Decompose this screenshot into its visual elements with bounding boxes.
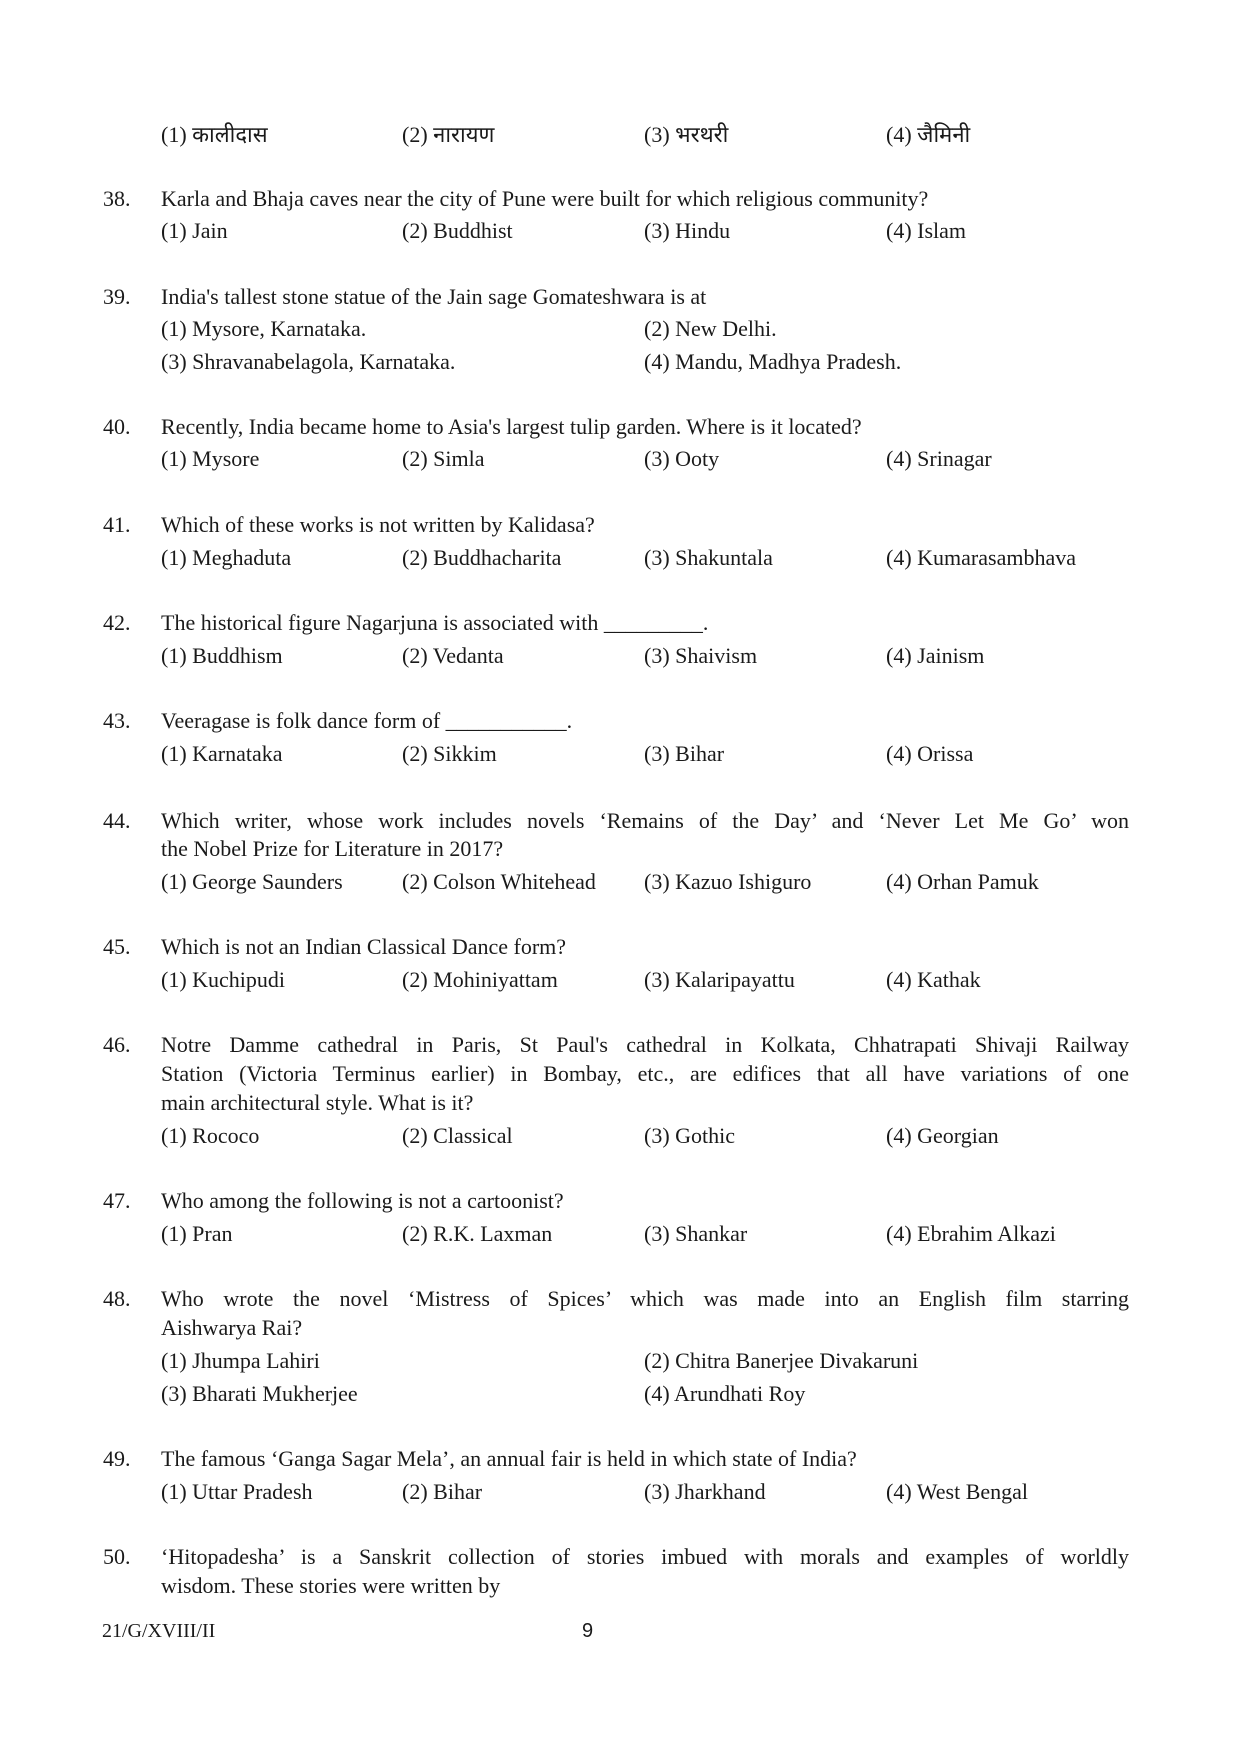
question-text: Karla and Bhaja caves near the city of Pune were built for which religious community? xyxy=(161,186,929,211)
question-number: 40. xyxy=(103,414,131,439)
option-3: (3) Kazuo Ishiguro xyxy=(644,869,812,894)
question-46 xyxy=(0,1030,1241,1060)
question-number: 44. xyxy=(103,808,131,833)
question-43 xyxy=(0,706,1241,736)
question-39-options-a xyxy=(0,314,1241,344)
option-4: (4) Georgian xyxy=(886,1123,999,1148)
option-4: (4) Mandu, Madhya Pradesh. xyxy=(644,349,902,374)
question-text-line-1: ‘Hitopadesha’ is a Sanskrit collection of stories imbued with morals and examples of worldly xyxy=(161,1544,1129,1569)
question-41 xyxy=(0,510,1241,540)
option-4: (4) Jainism xyxy=(886,643,985,668)
question-40 xyxy=(0,412,1241,442)
question-46-line-3 xyxy=(0,1088,1241,1118)
option-1: (1) Kuchipudi xyxy=(161,967,286,992)
option-1: (1) Jhumpa Lahiri xyxy=(161,1348,320,1373)
question-text: Who among the following is not a cartoonist? xyxy=(161,1188,564,1213)
q37-option-3: (3) भरथरी xyxy=(644,122,729,147)
option-2: (2) Colson Whitehead xyxy=(402,869,596,894)
question-46-line-2 xyxy=(0,1059,1241,1089)
option-4: (4) Kathak xyxy=(886,967,981,992)
question-48-options-b xyxy=(0,1379,1241,1409)
option-4: (4) Orhan Pamuk xyxy=(886,869,1039,894)
question-text: Which is not an Indian Classical Dance form? xyxy=(161,934,567,959)
question-number: 38. xyxy=(103,186,131,211)
option-3: (3) Shankar xyxy=(644,1221,748,1246)
option-4: (4) Arundhati Roy xyxy=(644,1381,806,1406)
option-2: (2) New Delhi. xyxy=(644,316,777,341)
question-number: 42. xyxy=(103,610,131,635)
question-number: 41. xyxy=(103,512,131,537)
option-2: (2) Mohiniyattam xyxy=(402,967,558,992)
question-48 xyxy=(0,1284,1241,1314)
question-text-line-3: main architectural style. What is it? xyxy=(161,1090,474,1115)
question-text: India's tallest stone statue of the Jain sage Gomateshwara is at xyxy=(161,284,707,309)
question-text-line-2: the Nobel Prize for Literature in 2017? xyxy=(161,836,504,861)
option-1: (1) Karnataka xyxy=(161,741,283,766)
question-50 xyxy=(0,1542,1241,1572)
option-2: (2) Buddhacharita xyxy=(402,545,562,570)
q37-option-1: (1) कालीदास xyxy=(161,122,268,147)
option-1: (1) Buddhism xyxy=(161,643,283,668)
question-text-line-1: Notre Damme cathedral in Paris, St Paul's cathedral in Kolkata, Chhatrapati Shivaji Railway xyxy=(161,1032,1129,1057)
question-number: 47. xyxy=(103,1188,131,1213)
question-44-line-2 xyxy=(0,834,1241,864)
question-number: 43. xyxy=(103,708,131,733)
question-text: Recently, India became home to Asia's largest tulip garden. Where is it located? xyxy=(161,414,862,439)
q37-options xyxy=(0,120,1241,150)
option-3: (3) Jharkhand xyxy=(644,1479,766,1504)
question-45-options xyxy=(0,965,1241,995)
question-43-options xyxy=(0,739,1241,769)
question-42-options xyxy=(0,641,1241,671)
question-number: 39. xyxy=(103,284,131,309)
question-48-line-2 xyxy=(0,1313,1241,1343)
option-4: (4) Ebrahim Alkazi xyxy=(886,1221,1056,1246)
option-1: (1) George Saunders xyxy=(161,869,343,894)
option-1: (1) Mysore, Karnataka. xyxy=(161,316,367,341)
option-3: (3) Shaivism xyxy=(644,643,758,668)
question-text-line-1: Who wrote the novel ‘Mistress of Spices’ which was made into an English film starring xyxy=(161,1286,1129,1311)
question-text-line-1: Which writer, whose work includes novels ‘Remains of the Day’ and ‘Never Let Me Go’ won xyxy=(161,808,1129,833)
option-3: (3) Bihar xyxy=(644,741,725,766)
option-2: (2) R.K. Laxman xyxy=(402,1221,553,1246)
option-1: (1) Rococo xyxy=(161,1123,260,1148)
option-1: (1) Jain xyxy=(161,218,228,243)
option-4: (4) West Bengal xyxy=(886,1479,1029,1504)
question-text: Which of these works is not written by Kalidasa? xyxy=(161,512,595,537)
question-40-options xyxy=(0,444,1241,474)
question-number: 49. xyxy=(103,1446,131,1471)
question-44 xyxy=(0,806,1241,836)
question-47-options xyxy=(0,1219,1241,1249)
question-49-options xyxy=(0,1477,1241,1507)
question-number: 48. xyxy=(103,1286,131,1311)
question-48-options-a xyxy=(0,1346,1241,1376)
option-3: (3) Gothic xyxy=(644,1123,736,1148)
option-4: (4) Kumarasambhava xyxy=(886,545,1076,570)
question-45 xyxy=(0,932,1241,962)
option-1: (1) Meghaduta xyxy=(161,545,292,570)
question-text: The historical figure Nagarjuna is associated with _________. xyxy=(161,610,709,635)
question-38 xyxy=(0,184,1241,214)
page-number: 9 xyxy=(582,1620,594,1642)
question-text-line-2: wisdom. These stories were written by xyxy=(161,1573,501,1598)
q37-option-4: (4) जैमिनी xyxy=(886,122,971,147)
option-2: (2) Vedanta xyxy=(402,643,504,668)
option-3: (3) Shravanabelagola, Karnataka. xyxy=(161,349,456,374)
question-text: Veeragase is folk dance form of ___________. xyxy=(161,708,573,733)
question-text: The famous ‘Ganga Sagar Mela’, an annual fair is held in which state of India? xyxy=(161,1446,857,1471)
option-3: (3) Kalaripayattu xyxy=(644,967,795,992)
option-4: (4) Srinagar xyxy=(886,446,992,471)
option-1: (1) Mysore xyxy=(161,446,260,471)
option-2: (2) Classical xyxy=(402,1123,513,1148)
option-1: (1) Uttar Pradesh xyxy=(161,1479,313,1504)
question-number: 45. xyxy=(103,934,131,959)
option-4: (4) Islam xyxy=(886,218,967,243)
option-3: (3) Hindu xyxy=(644,218,731,243)
option-3: (3) Bharati Mukherjee xyxy=(161,1381,358,1406)
question-50-line-2 xyxy=(0,1571,1241,1601)
question-text-line-2: Aishwarya Rai? xyxy=(161,1315,303,1340)
question-number: 46. xyxy=(103,1032,131,1057)
question-47 xyxy=(0,1186,1241,1216)
question-39-options-b xyxy=(0,347,1241,377)
question-42 xyxy=(0,608,1241,638)
question-38-options xyxy=(0,216,1241,246)
paper-code: 21/G/XVIII/II xyxy=(102,1620,216,1642)
question-number: 50. xyxy=(103,1544,131,1569)
question-text-line-2: Station (Victoria Terminus earlier) in Bombay, etc., are edifices that all have variations of one xyxy=(161,1061,1129,1086)
question-49 xyxy=(0,1444,1241,1474)
question-44-options xyxy=(0,867,1241,897)
question-39 xyxy=(0,282,1241,312)
option-2: (2) Chitra Banerjee Divakaruni xyxy=(644,1348,919,1373)
q37-option-2: (2) नारायण xyxy=(402,122,495,147)
option-2: (2) Simla xyxy=(402,446,485,471)
option-2: (2) Bihar xyxy=(402,1479,483,1504)
question-41-options xyxy=(0,543,1241,573)
option-4: (4) Orissa xyxy=(886,741,974,766)
option-3: (3) Shakuntala xyxy=(644,545,773,570)
option-1: (1) Pran xyxy=(161,1221,233,1246)
option-3: (3) Ooty xyxy=(644,446,720,471)
question-46-options xyxy=(0,1121,1241,1151)
option-2: (2) Sikkim xyxy=(402,741,497,766)
option-2: (2) Buddhist xyxy=(402,218,513,243)
